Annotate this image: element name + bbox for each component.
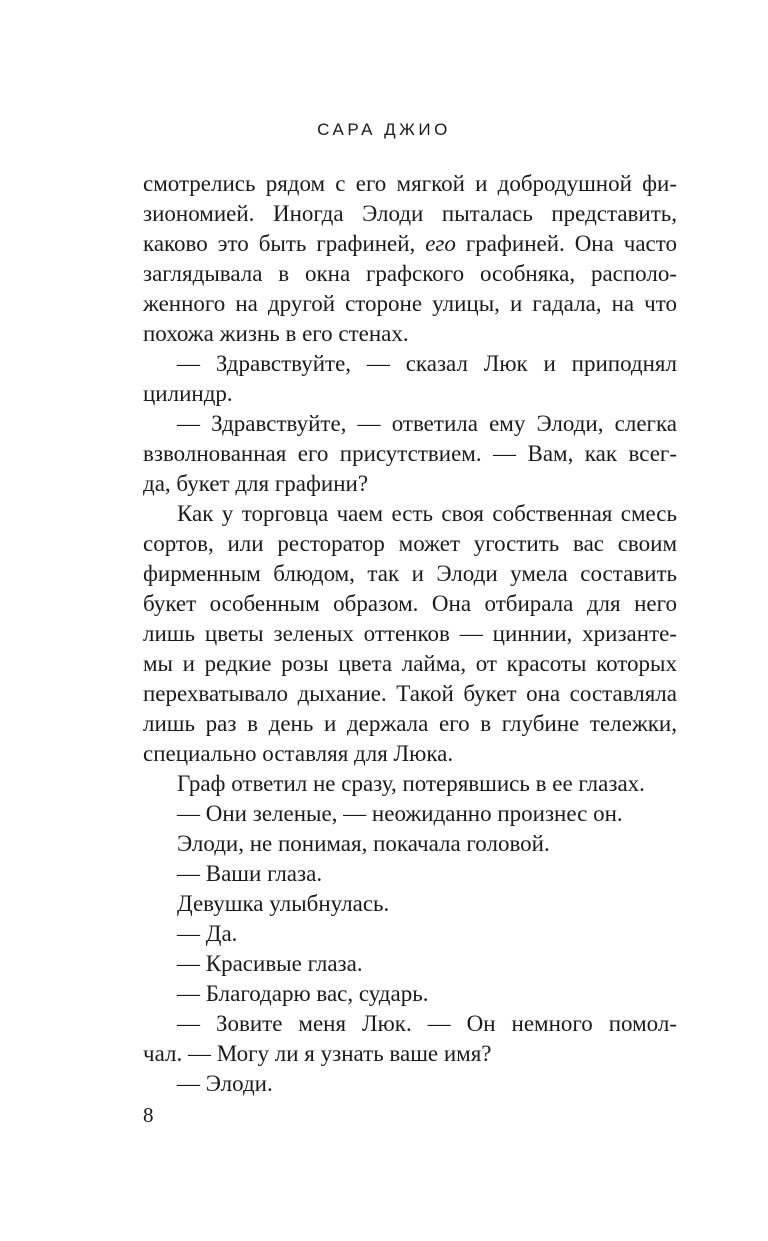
- text-line: да, букет для графини?: [143, 471, 369, 496]
- text-line: букет особенным образом. Она отбирала для него: [143, 591, 677, 616]
- text-line: похожа жизнь в его стенах.: [143, 321, 409, 346]
- text-line: зиономией. Иногда Элоди пыталась представить,: [143, 201, 677, 226]
- text-line: — Элоди.: [177, 1071, 273, 1096]
- text-line: цилиндр.: [143, 381, 233, 406]
- text-line: — Ваши глаза.: [177, 861, 323, 886]
- text-line: — Здравствуйте, — сказал Люк и приподнял: [177, 351, 677, 376]
- text-line: специально оставляя для Люка.: [143, 741, 454, 766]
- text-line: — Они зеленые, — неожиданно произнес он.: [177, 801, 623, 826]
- body-text: [143, 169, 677, 1099]
- text-line: Девушка улыбнулась.: [177, 891, 390, 916]
- text-line: заглядывала в окна графского особняка, располо-: [143, 261, 677, 286]
- text-line: взволнованная его присутствием. — Вам, как всег-: [143, 441, 677, 466]
- text-line: лишь цветы зеленых оттенков — циннии, хризанте-: [143, 621, 677, 646]
- text-line: фирменным блюдом, так и Элоди умела составить: [143, 561, 677, 586]
- text-run: каково это быть графиней,: [143, 231, 426, 256]
- text-line: Как у торговца чаем есть своя собственная смесь: [177, 501, 677, 526]
- text-line: — Красивые глаза.: [177, 951, 363, 976]
- text-line: чал. — Могу ли я узнать ваше имя?: [143, 1041, 492, 1066]
- text-line: сортов, или ресторатор может угостить вас своим: [143, 531, 677, 556]
- text-line: Граф ответил не сразу, потерявшись в ее глазах.: [177, 771, 645, 796]
- text-line: лишь раз в день и держала его в глубине тележки,: [143, 711, 677, 736]
- text-line: [143, 229, 677, 259]
- text-line: — Зовите меня Люк. — Он немного помол-: [177, 1011, 677, 1036]
- text-line: мы и редкие розы цвета лайма, от красоты которых: [143, 651, 677, 676]
- text-line: смотрелись рядом с его мягкой и добродушной фи-: [143, 171, 677, 196]
- text-line: Элоди, не понимая, покачала головой.: [177, 831, 550, 856]
- text-run: графиней. Она часто: [455, 231, 677, 256]
- text-line: женного на другой стороне улицы, и гадала, на что: [143, 291, 677, 316]
- text-line: — Благодарю вас, сударь.: [177, 981, 429, 1006]
- emphasis-word: его: [425, 231, 456, 256]
- running-head: САРА ДЖИО: [317, 120, 451, 139]
- text-line: перехватывало дыхание. Такой букет она составляла: [143, 681, 677, 706]
- page-number: 8: [143, 1103, 154, 1127]
- text-line: — Да.: [177, 921, 238, 946]
- text-line: — Здравствуйте, — ответила ему Элоди, слегка: [177, 411, 677, 436]
